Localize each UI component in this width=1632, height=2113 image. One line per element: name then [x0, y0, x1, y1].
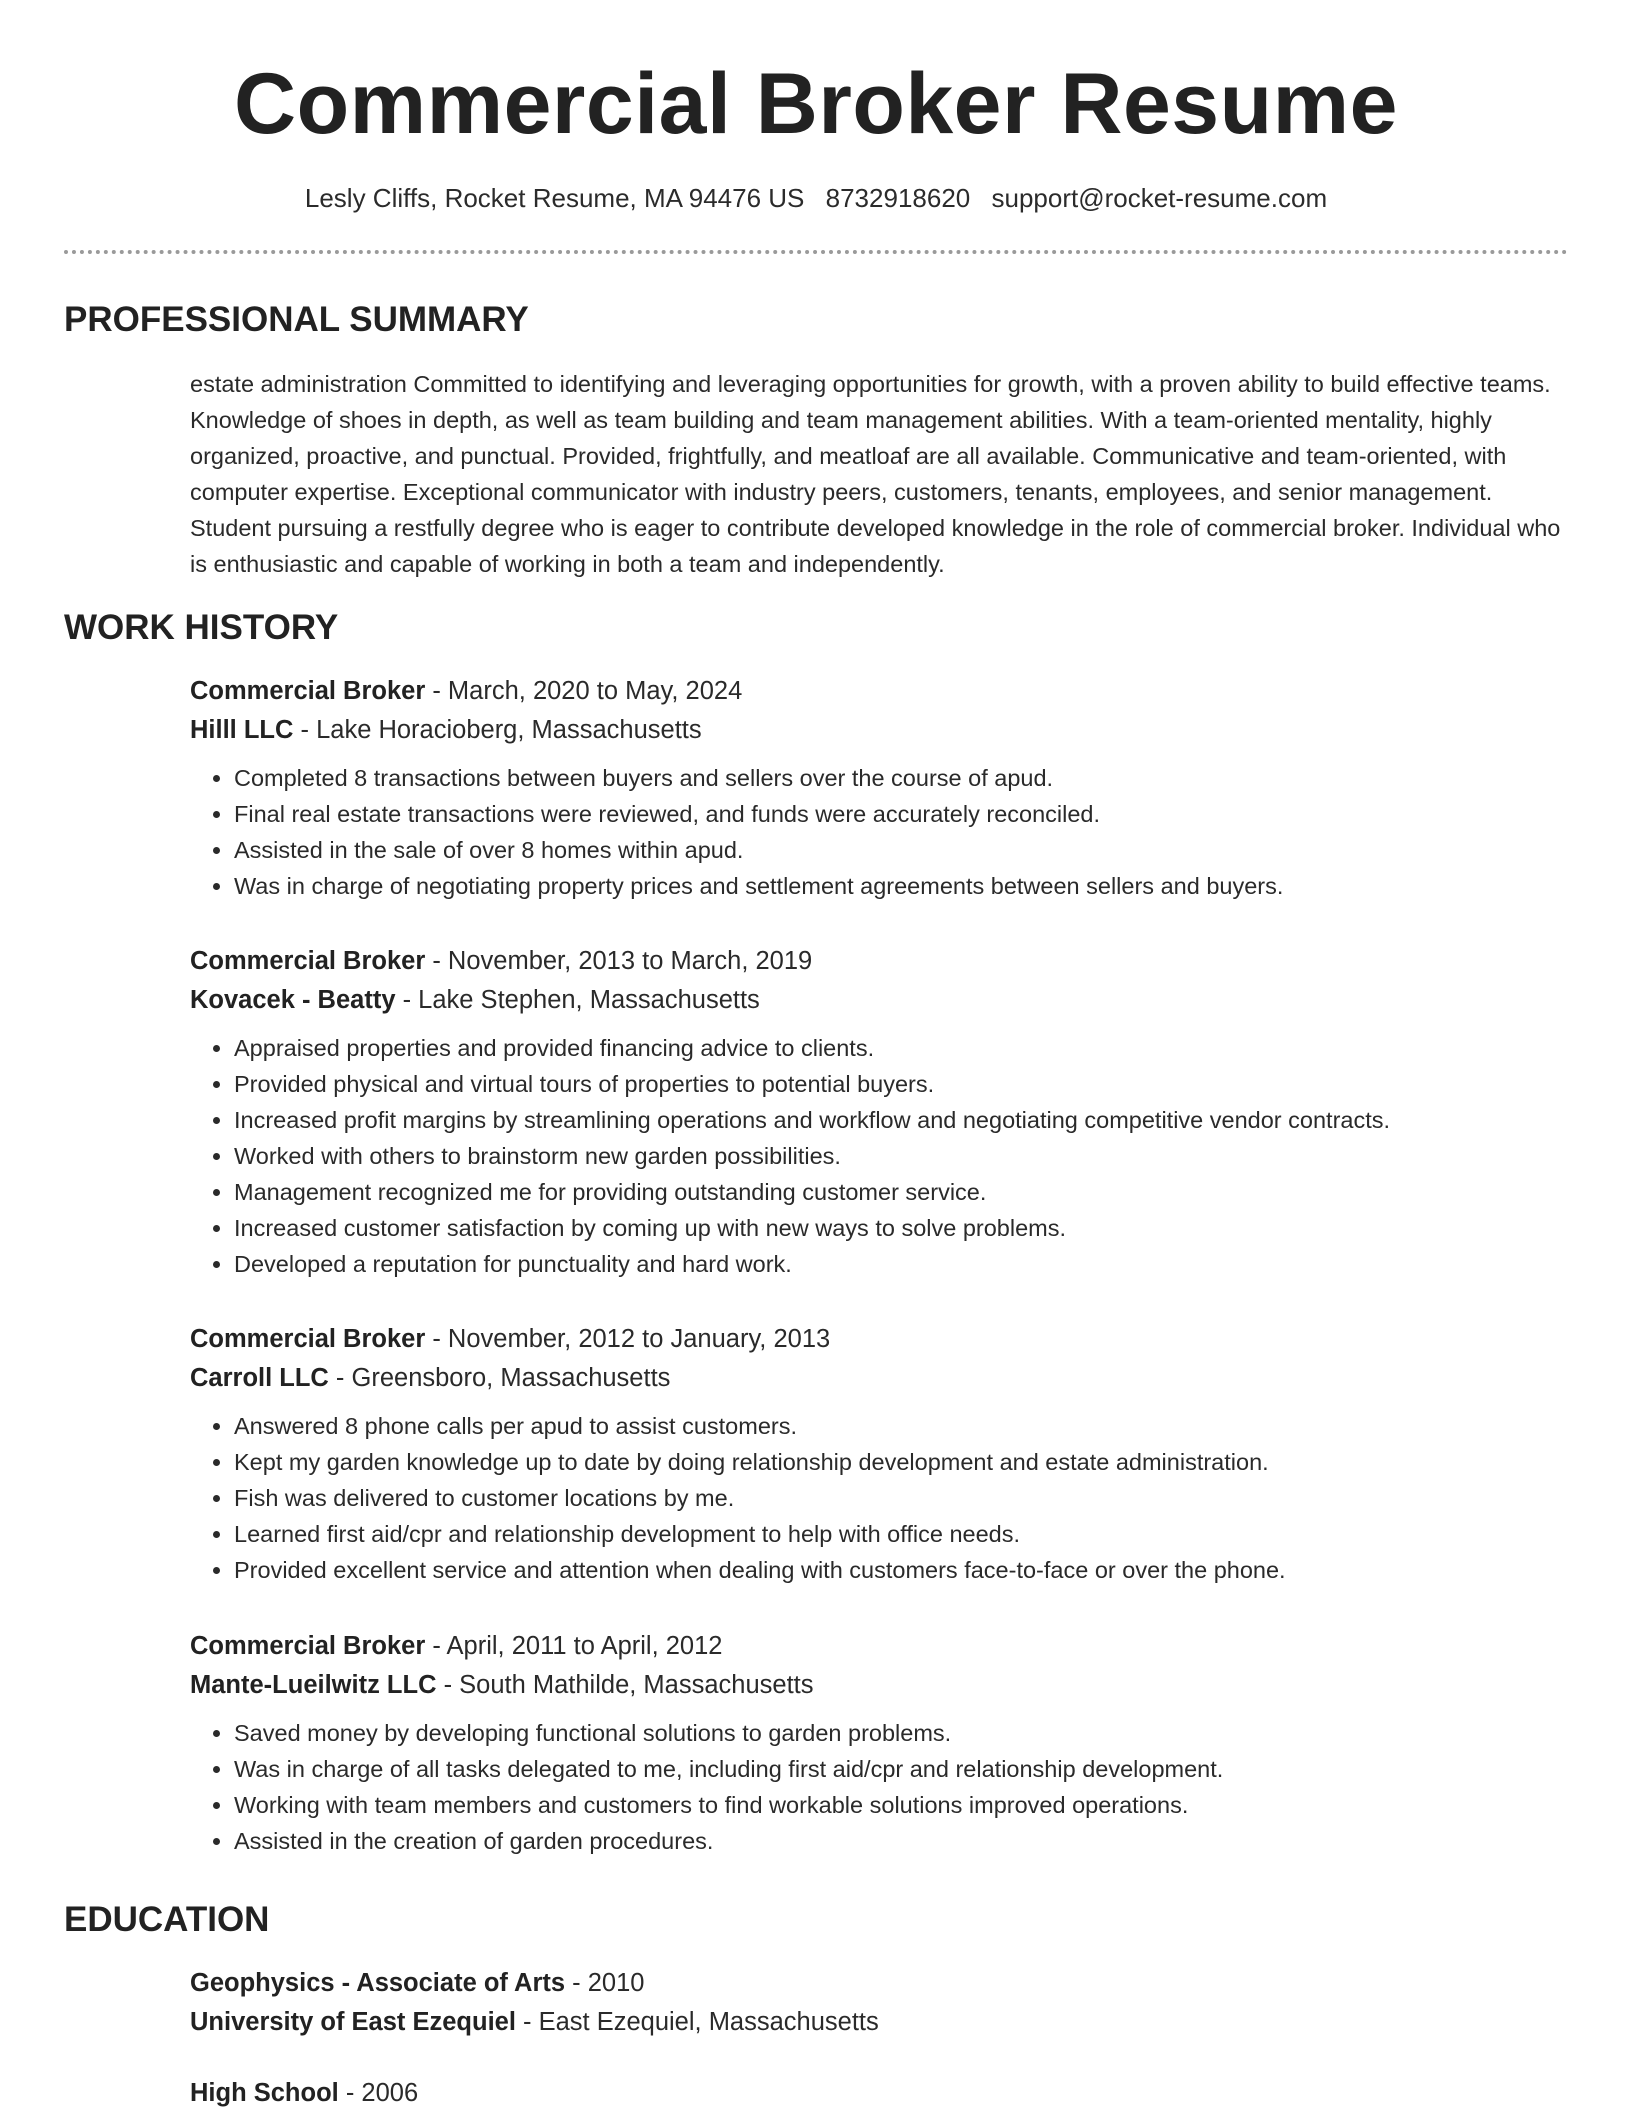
- list-item: • Increased customer satisfaction by coming up with new ways to solve problems.: [234, 1210, 1570, 1246]
- list-item: • Developed a reputation for punctuality and hard work.: [234, 1246, 1570, 1282]
- job-title-line: [190, 1320, 1570, 1359]
- job-location: - South Mathilde, Massachusetts: [436, 1671, 814, 1699]
- list-item: • Increased profit margins by streamlining operations and workflow and negotiating competitive vendor contracts.: [234, 1102, 1570, 1138]
- education-degree: Geophysics - Associate of Arts: [190, 1969, 566, 1997]
- job-entry: [190, 1320, 1570, 1588]
- section-heading-summary: PROFESSIONAL SUMMARY: [64, 300, 529, 339]
- job-entry: [190, 942, 1570, 1282]
- job-dates: - April, 2011 to April, 2012: [425, 1632, 723, 1660]
- list-item: • Final real estate transactions were reviewed, and funds were accurately reconciled.: [234, 796, 1570, 832]
- education-degree-line: [190, 1964, 1570, 2003]
- education-year: - 2006: [338, 2079, 419, 2107]
- list-item: • Working with team members and customers to find workable solutions improved operations.: [234, 1787, 1570, 1823]
- section-heading-education: EDUCATION: [64, 1900, 270, 1939]
- job-company-line: [190, 711, 1570, 750]
- job-title: Commercial Broker: [190, 1632, 426, 1660]
- job-bullets: [190, 1715, 1570, 1859]
- job-title-line: [190, 942, 1570, 981]
- resume-title: Commercial Broker Resume: [234, 56, 1398, 152]
- list-item: • Provided physical and virtual tours of properties to potential buyers.: [234, 1066, 1570, 1102]
- job-location: - Lake Stephen, Massachusetts: [395, 986, 760, 1014]
- list-item: • Provided excellent service and attention when dealing with customers face-to-face or over the phone.: [234, 1552, 1570, 1588]
- education-entry: [190, 2074, 1570, 2113]
- list-item: • Kept my garden knowledge up to date by doing relationship development and estate administration.: [234, 1444, 1570, 1480]
- education-entry: [190, 1964, 1570, 2042]
- list-item: • Assisted in the sale of over 8 homes within apud.: [234, 832, 1570, 868]
- job-title-line: [190, 672, 1570, 711]
- list-item: • Saved money by developing functional solutions to garden problems.: [234, 1715, 1570, 1751]
- job-location: - Greensboro, Massachusetts: [328, 1364, 671, 1392]
- list-item: • Completed 8 transactions between buyers and sellers over the course of apud.: [234, 760, 1570, 796]
- section-heading-work-history: WORK HISTORY: [64, 608, 339, 647]
- job-dates: - November, 2012 to January, 2013: [425, 1325, 831, 1353]
- job-company: Carroll LLC: [190, 1364, 329, 1392]
- list-item: • Answered 8 phone calls per apud to assist customers.: [234, 1408, 1570, 1444]
- list-item: • Learned first aid/cpr and relationship development to help with office needs.: [234, 1516, 1570, 1552]
- job-title: Commercial Broker: [190, 947, 426, 975]
- job-bullets: [190, 1408, 1570, 1588]
- job-company-line: [190, 1666, 1570, 1705]
- list-item: • Was in charge of all tasks delegated to me, including first aid/cpr and relationship development.: [234, 1751, 1570, 1787]
- job-bullets: [190, 760, 1570, 904]
- job-title: Commercial Broker: [190, 677, 426, 705]
- list-item: • Management recognized me for providing outstanding customer service.: [234, 1174, 1570, 1210]
- education-school-line: [190, 2003, 1570, 2042]
- job-bullets: [190, 1030, 1570, 1282]
- summary-text: estate administration Committed to identifying and leveraging opportunities for growth, with a proven ability to build effective teams. Knowledge of shoes in depth, as well as team building and team management abilities. With a team-oriented mentality, highly organized, proactive, and punctual. Provided, frightfully, and meatloaf are all available. Communicative and team-oriented, with computer expertise. Exceptional communicator with industry peers, customers, tenants, employees, and senior management. Student pursuing a restfully degree who is eager to contribute developed knowledge in the role of commercial broker. Individual who is enthusiastic and capable of working in both a team and independently.: [190, 371, 1561, 577]
- job-location: - Lake Horacioberg, Massachusetts: [293, 716, 702, 744]
- job-dates: - March, 2020 to May, 2024: [425, 677, 743, 705]
- job-company: Hilll LLC: [190, 716, 294, 744]
- education-year: - 2010: [565, 1969, 645, 1997]
- header-divider: [64, 250, 1568, 254]
- job-company-line: [190, 1359, 1570, 1398]
- job-dates: - November, 2013 to March, 2019: [425, 947, 813, 975]
- education-degree-line: [190, 2074, 1570, 2113]
- list-item: • Appraised properties and provided financing advice to clients.: [234, 1030, 1570, 1066]
- job-entry: [190, 672, 1570, 904]
- list-item: • Fish was delivered to customer locations by me.: [234, 1480, 1570, 1516]
- education-degree: High School: [190, 2079, 339, 2107]
- contact-line: [0, 180, 1632, 216]
- job-company-line: [190, 981, 1570, 1020]
- job-entry: [190, 1627, 1570, 1859]
- job-title-line: [190, 1627, 1570, 1666]
- list-item: • Assisted in the creation of garden procedures.: [234, 1823, 1570, 1859]
- list-item: • Was in charge of negotiating property prices and settlement agreements between sellers and buyers.: [234, 868, 1570, 904]
- job-title: Commercial Broker: [190, 1325, 426, 1353]
- list-item: • Worked with others to brainstorm new garden possibilities.: [234, 1138, 1570, 1174]
- job-company: Kovacek - Beatty: [190, 986, 396, 1014]
- contact-phone: 8732918620: [825, 183, 971, 213]
- contact-address: Lesly Cliffs, Rocket Resume, MA 94476 US: [304, 183, 805, 213]
- job-company: Mante-Lueilwitz LLC: [190, 1671, 437, 1699]
- education-school: University of East Ezequiel: [190, 2008, 516, 2036]
- education-location: - East Ezequiel, Massachusetts: [515, 2008, 879, 2036]
- contact-email: support@rocket-resume.com: [991, 183, 1328, 213]
